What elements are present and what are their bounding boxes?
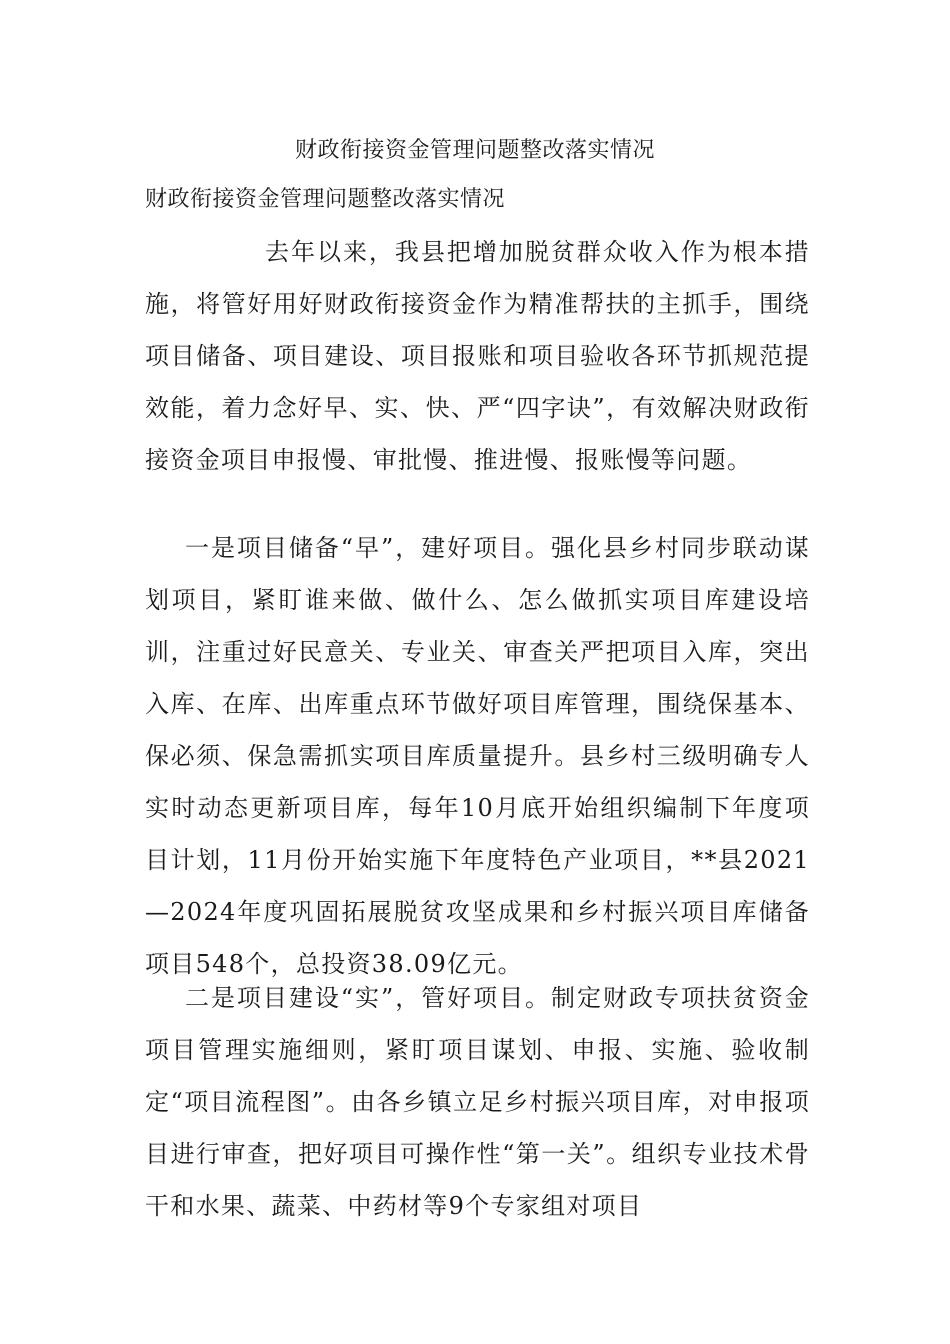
- document-title-left: 财政衔接资金管理问题整改落实情况: [145, 187, 506, 212]
- document-title-centered: 财政衔接资金管理问题整改落实情况: [294, 138, 655, 163]
- paragraph-project-construction: 二是项目建设“实”，管好项目。制定财政专项扶贫资金项目管理实施细则，紧盯项目谋划、申报、实施、验收制定“项目流程图”。由各乡镇立足乡村振兴项目库，对申报项目进行审查，把好项目可操作性“第一关”。组织专业技术骨干和水果、蔬菜、中药材等9个专家组对项目: [145, 984, 810, 1220]
- paragraph-project-reserve: 一是项目储备“早”，建好项目。强化县乡村同步联动谋划项目，紧盯谁来做、做什么、怎么做抓实项目库建设培训，注重过好民意关、专业关、审查关严把项目入库，突出入库、在库、出库重点环节做好项目库管理，围绕保基本、保必须、保急需抓实项目库质量提升。县乡村三级明确专人实时动态更新项目库，每年10月底开始组织编制下年度项目计划，11月份开始实施下年度特色产业项目，**县2021—2024年度巩固拓展脱贫攻坚成果和乡村振兴项目库储备项目548个，总投资38.09亿元。: [145, 534, 810, 978]
- paragraph-intro: 去年以来，我县把增加脱贫群众收入作为根本措施，将管好用好财政衔接资金作为精准帮扶的主抓手，围绕项目储备、项目建设、项目报账和项目验收各环节抓规范提效能，着力念好早、实、快、严“四字诀”，有效解决财政衔接资金项目申报慢、审批慢、推进慢、报账慢等问题。: [145, 238, 810, 474]
